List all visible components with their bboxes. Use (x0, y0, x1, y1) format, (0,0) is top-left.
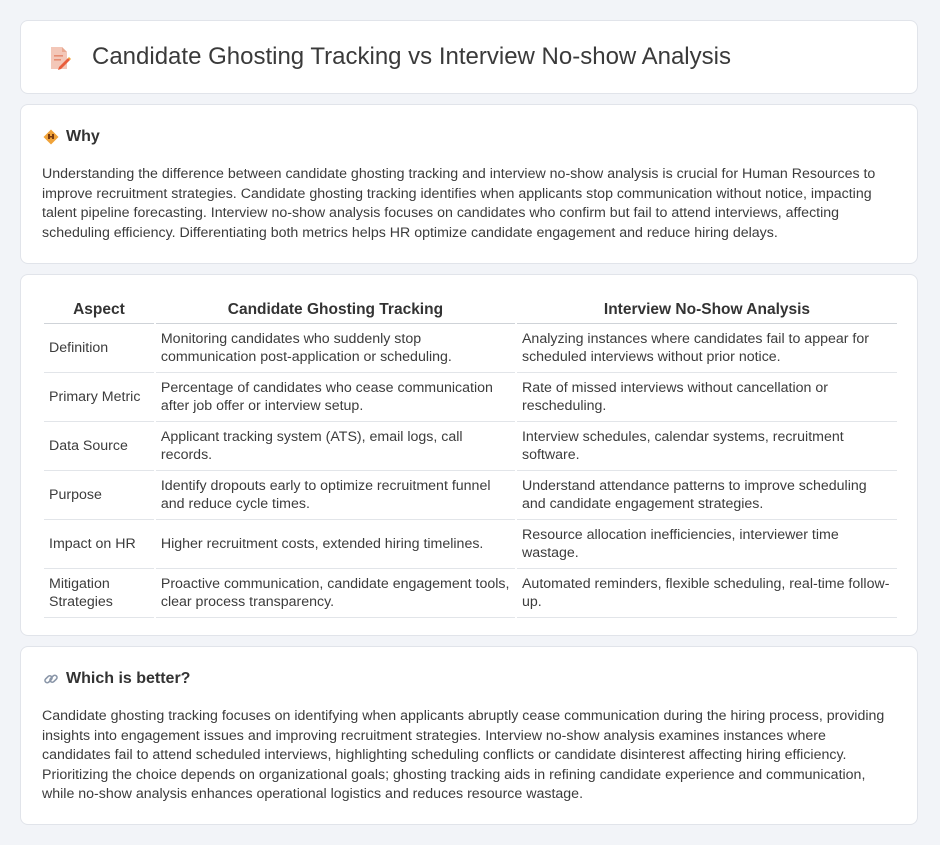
which-is-better-section (20, 646, 918, 825)
aspect-cell: Primary Metric (44, 373, 154, 422)
table-row (44, 324, 897, 373)
document-pencil-icon (47, 45, 71, 71)
table-row (44, 471, 897, 520)
link-icon (43, 671, 59, 687)
aspect-cell: Data Source (44, 422, 154, 471)
no-show-cell: Rate of missed interviews without cancellation or rescheduling. (517, 373, 897, 422)
aspect-cell: Purpose (44, 471, 154, 520)
ghosting-cell: Applicant tracking system (ATS), email logs, call records. (156, 422, 515, 471)
ghosting-cell: Identify dropouts early to optimize recruitment funnel and reduce cycle times. (156, 471, 515, 520)
better-heading (43, 669, 190, 689)
ghosting-cell: Percentage of candidates who cease communication after job offer or interview setup. (156, 373, 515, 422)
aspect-cell: Impact on HR (44, 520, 154, 569)
why-text: Understanding the difference between candidate ghosting tracking and interview no-show analysis is crucial for Human Resources to improve recruitment strategies. Candidate ghosting tracking identifies when applicants stop communication without notice, impacting talent pipeline forecasting. Interview no-show analysis focuses on candidates who confirm but fail to attend interviews, affecting scheduling efficiency. Differentiating both metrics helps HR optimize candidate engagement and reduce hiring delays. (42, 166, 876, 241)
better-text: Candidate ghosting tracking focuses on identifying when applicants abruptly cease communication during the hiring process, providing insights into engagement issues and improving recruitment strategies. Interview no-show analysis examines instances where candidates fail to attend scheduled interviews, highlighting scheduling conflicts or candidate disinterest affecting hiring efficiency. Prioritizing the choice depends on organizational goals; ghosting tracking aids in refining candidate experience and communication, while no-show analysis enhances operational logistics and reduces resource wastage. (42, 708, 885, 803)
no-show-cell: Analyzing instances where candidates fail to appear for scheduled interviews without prior notice. (517, 324, 897, 373)
column-header: Aspect (44, 295, 154, 324)
warning-diamond-icon (43, 129, 59, 145)
aspect-cell: Definition (44, 324, 154, 373)
table-row (44, 569, 897, 618)
table-row (44, 373, 897, 422)
ghosting-cell: Proactive communication, candidate engagement tools, clear process transparency. (156, 569, 515, 618)
column-header: Candidate Ghosting Tracking (156, 295, 515, 324)
why-heading (43, 127, 100, 147)
title-card (20, 20, 918, 94)
aspect-cell: Mitigation Strategies (44, 569, 154, 618)
ghosting-cell: Higher recruitment costs, extended hiring timelines. (156, 520, 515, 569)
no-show-cell: Resource allocation inefficiencies, interviewer time wastage. (517, 520, 897, 569)
why-section (20, 104, 918, 264)
page-title: Candidate Ghosting Tracking vs Interview No-show Analysis (92, 43, 731, 70)
column-header: Interview No-Show Analysis (517, 295, 897, 324)
table-row (44, 422, 897, 471)
no-show-cell: Automated reminders, flexible scheduling, real-time follow-up. (517, 569, 897, 618)
no-show-cell: Interview schedules, calendar systems, recruitment software. (517, 422, 897, 471)
table-row (44, 520, 897, 569)
better-title: Which is better? (66, 670, 191, 687)
ghosting-cell: Monitoring candidates who suddenly stop communication post-application or scheduling. (156, 324, 515, 373)
why-title: Why (66, 128, 100, 145)
comparison-table (42, 295, 899, 618)
no-show-cell: Understand attendance patterns to improve scheduling and candidate engagement strategies. (517, 471, 897, 520)
comparison-section (20, 274, 918, 636)
table-header-row (44, 295, 897, 324)
